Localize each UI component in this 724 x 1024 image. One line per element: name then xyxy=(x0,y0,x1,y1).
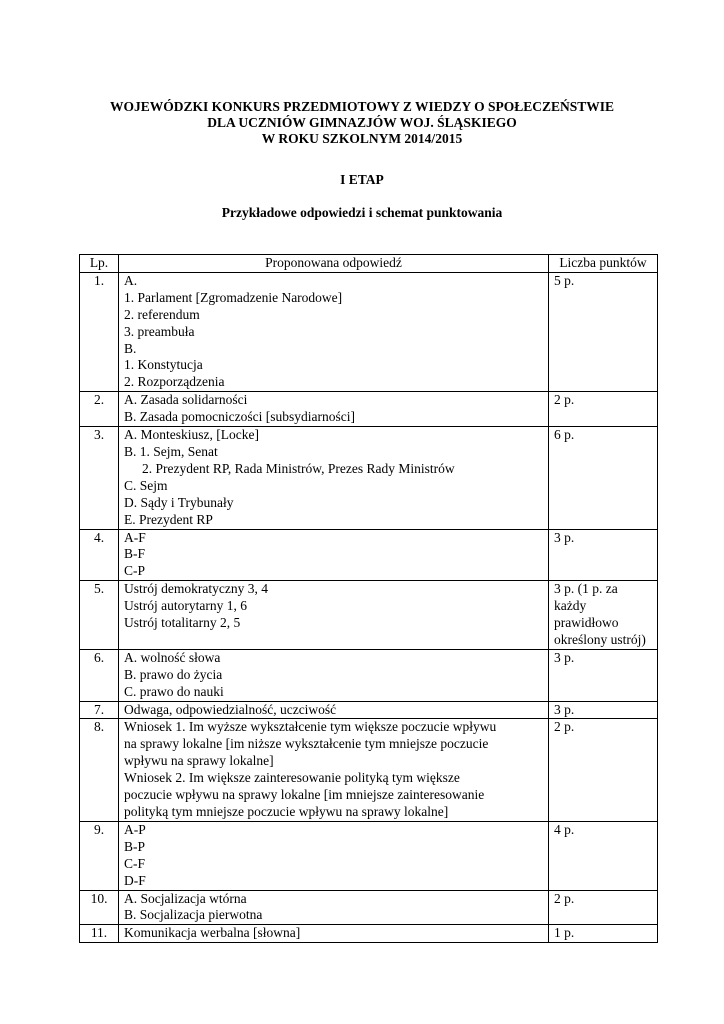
row-number: 5. xyxy=(80,581,119,650)
stage-label: I ETAP xyxy=(340,172,384,187)
answer-line: B. 1. Sejm, Senat xyxy=(124,443,218,459)
points-cell: 3 p. xyxy=(549,649,658,701)
points-cell: 3 p. (1 p. za każdy prawidłowo określony ustrój) xyxy=(549,581,658,650)
answer-cell xyxy=(119,392,549,427)
row-number: 4. xyxy=(80,529,119,581)
table-row xyxy=(80,529,658,581)
answer-line: B. prawo do życia xyxy=(124,666,223,682)
answer-line: Ustrój demokratyczny 3, 4 xyxy=(124,581,268,597)
title-line-1: WOJEWÓDZKI KONKURS PRZEDMIOTOWY Z WIEDZY O SPOŁECZEŃSTWIE xyxy=(109,99,615,114)
table-row xyxy=(80,649,658,701)
answer-line: Wniosek 2. Im większe zainteresowanie polityką tym większe xyxy=(124,770,460,786)
points-cell: 2 p. xyxy=(549,719,658,821)
table-header-row xyxy=(80,255,658,273)
row-number: 3. xyxy=(80,427,119,529)
answer-line: B. Socjalizacja pierwotna xyxy=(124,907,263,923)
points-cell: 2 p. xyxy=(549,890,658,925)
answer-line: 2. referendum xyxy=(124,306,200,322)
answer-line: Komunikacja werbalna [słowna] xyxy=(124,925,301,941)
answer-cell xyxy=(119,890,549,925)
answer-line: Ustrój totalitarny 2, 5 xyxy=(124,615,241,631)
answer-line: Odwaga, odpowiedzialność, uczciwość xyxy=(124,701,337,717)
answer-line: C. Sejm xyxy=(124,477,168,493)
answer-cell xyxy=(119,821,549,890)
points-cell: 5 p. xyxy=(549,272,658,391)
title-line-2: DLA UCZNIÓW GIMNAZJÓW WOJ. ŚLĄSKIEGO xyxy=(207,115,517,130)
answer-cell xyxy=(119,649,549,701)
answer-line: A. wolność słowa xyxy=(124,649,221,665)
answer-line: A. Socjalizacja wtórna xyxy=(124,890,247,906)
row-number: 11. xyxy=(80,925,119,943)
answer-line: C. prawo do nauki xyxy=(124,683,224,699)
row-number: 6. xyxy=(80,649,119,701)
title-line-3: W ROKU SZKOLNYM 2014/2015 xyxy=(261,131,463,146)
table-row xyxy=(80,701,658,719)
answer-line: B. Zasada pomocniczości [subsydiarności] xyxy=(124,409,355,425)
row-number: 2. xyxy=(80,392,119,427)
answer-line: 2. Rozporządzenia xyxy=(124,374,225,390)
table-row xyxy=(80,392,658,427)
table-row xyxy=(80,272,658,391)
column-header-lp: Lp. xyxy=(80,255,119,273)
answer-cell xyxy=(119,529,549,581)
answer-line: C-F xyxy=(124,855,146,871)
answer-line: 1. Konstytucja xyxy=(124,357,203,373)
answer-line: wpływu na sprawy lokalne] xyxy=(124,753,274,769)
document-header xyxy=(0,99,724,147)
answer-line: A. xyxy=(124,272,138,288)
answer-cell xyxy=(119,581,549,650)
answer-line: D. Sądy i Trybunały xyxy=(124,494,234,510)
answer-line: A-F xyxy=(124,529,146,545)
answer-line: B. xyxy=(124,340,137,356)
document-subtitle: Przykładowe odpowiedzi i schemat punktowania xyxy=(221,205,503,220)
row-number: 8. xyxy=(80,719,119,821)
answer-line: A. Monteskiusz, [Locke] xyxy=(124,427,259,443)
answer-line: 3. preambuła xyxy=(124,323,195,339)
answer-line: D-F xyxy=(124,872,146,888)
table-row xyxy=(80,581,658,650)
table-row xyxy=(80,821,658,890)
answer-line: A-P xyxy=(124,821,146,837)
answer-line: E. Prezydent RP xyxy=(124,511,213,527)
answer-line: Wniosek 1. Im wyższe wykształcenie tym większe poczucie wpływu xyxy=(124,719,497,735)
column-header-points: Liczba punktów xyxy=(549,255,658,273)
row-number: 7. xyxy=(80,701,119,719)
answer-line: B-P xyxy=(124,838,146,854)
answer-line: poczucie wpływu na sprawy lokalne [im mniejsze zainteresowanie xyxy=(124,787,485,803)
table-row xyxy=(80,719,658,821)
answer-line: B-F xyxy=(124,546,146,562)
row-number: 1. xyxy=(80,272,119,391)
answer-line: C-P xyxy=(124,563,146,579)
points-cell: 6 p. xyxy=(549,427,658,529)
points-cell: 3 p. xyxy=(549,529,658,581)
answer-line: Ustrój autorytarny 1, 6 xyxy=(124,598,247,614)
scoring-table xyxy=(79,254,658,943)
points-cell: 1 p. xyxy=(549,925,658,943)
answer-line: na sprawy lokalne [im niższe wykształcenie tym mniejsze poczucie xyxy=(124,736,489,752)
points-cell: 2 p. xyxy=(549,392,658,427)
points-cell: 3 p. xyxy=(549,701,658,719)
row-number: 9. xyxy=(80,821,119,890)
answer-cell xyxy=(119,272,549,391)
answer-cell xyxy=(119,701,549,719)
table-row xyxy=(80,427,658,529)
column-header-answer: Proponowana odpowiedź xyxy=(119,255,549,273)
answer-cell xyxy=(119,719,549,821)
table-row xyxy=(80,890,658,925)
row-number: 10. xyxy=(80,890,119,925)
answer-line: 2. Prezydent RP, Rada Ministrów, Prezes Rady Ministrów xyxy=(142,460,455,476)
answer-cell xyxy=(119,925,549,943)
answer-line: 1. Parlament [Zgromadzenie Narodowe] xyxy=(124,289,343,305)
table-row xyxy=(80,925,658,943)
answer-cell xyxy=(119,427,549,529)
answer-line: A. Zasada solidarności xyxy=(124,392,248,408)
answer-line: polityką tym mniejsze poczucie wpływu na sprawy lokalne] xyxy=(124,804,449,819)
points-cell: 4 p. xyxy=(549,821,658,890)
